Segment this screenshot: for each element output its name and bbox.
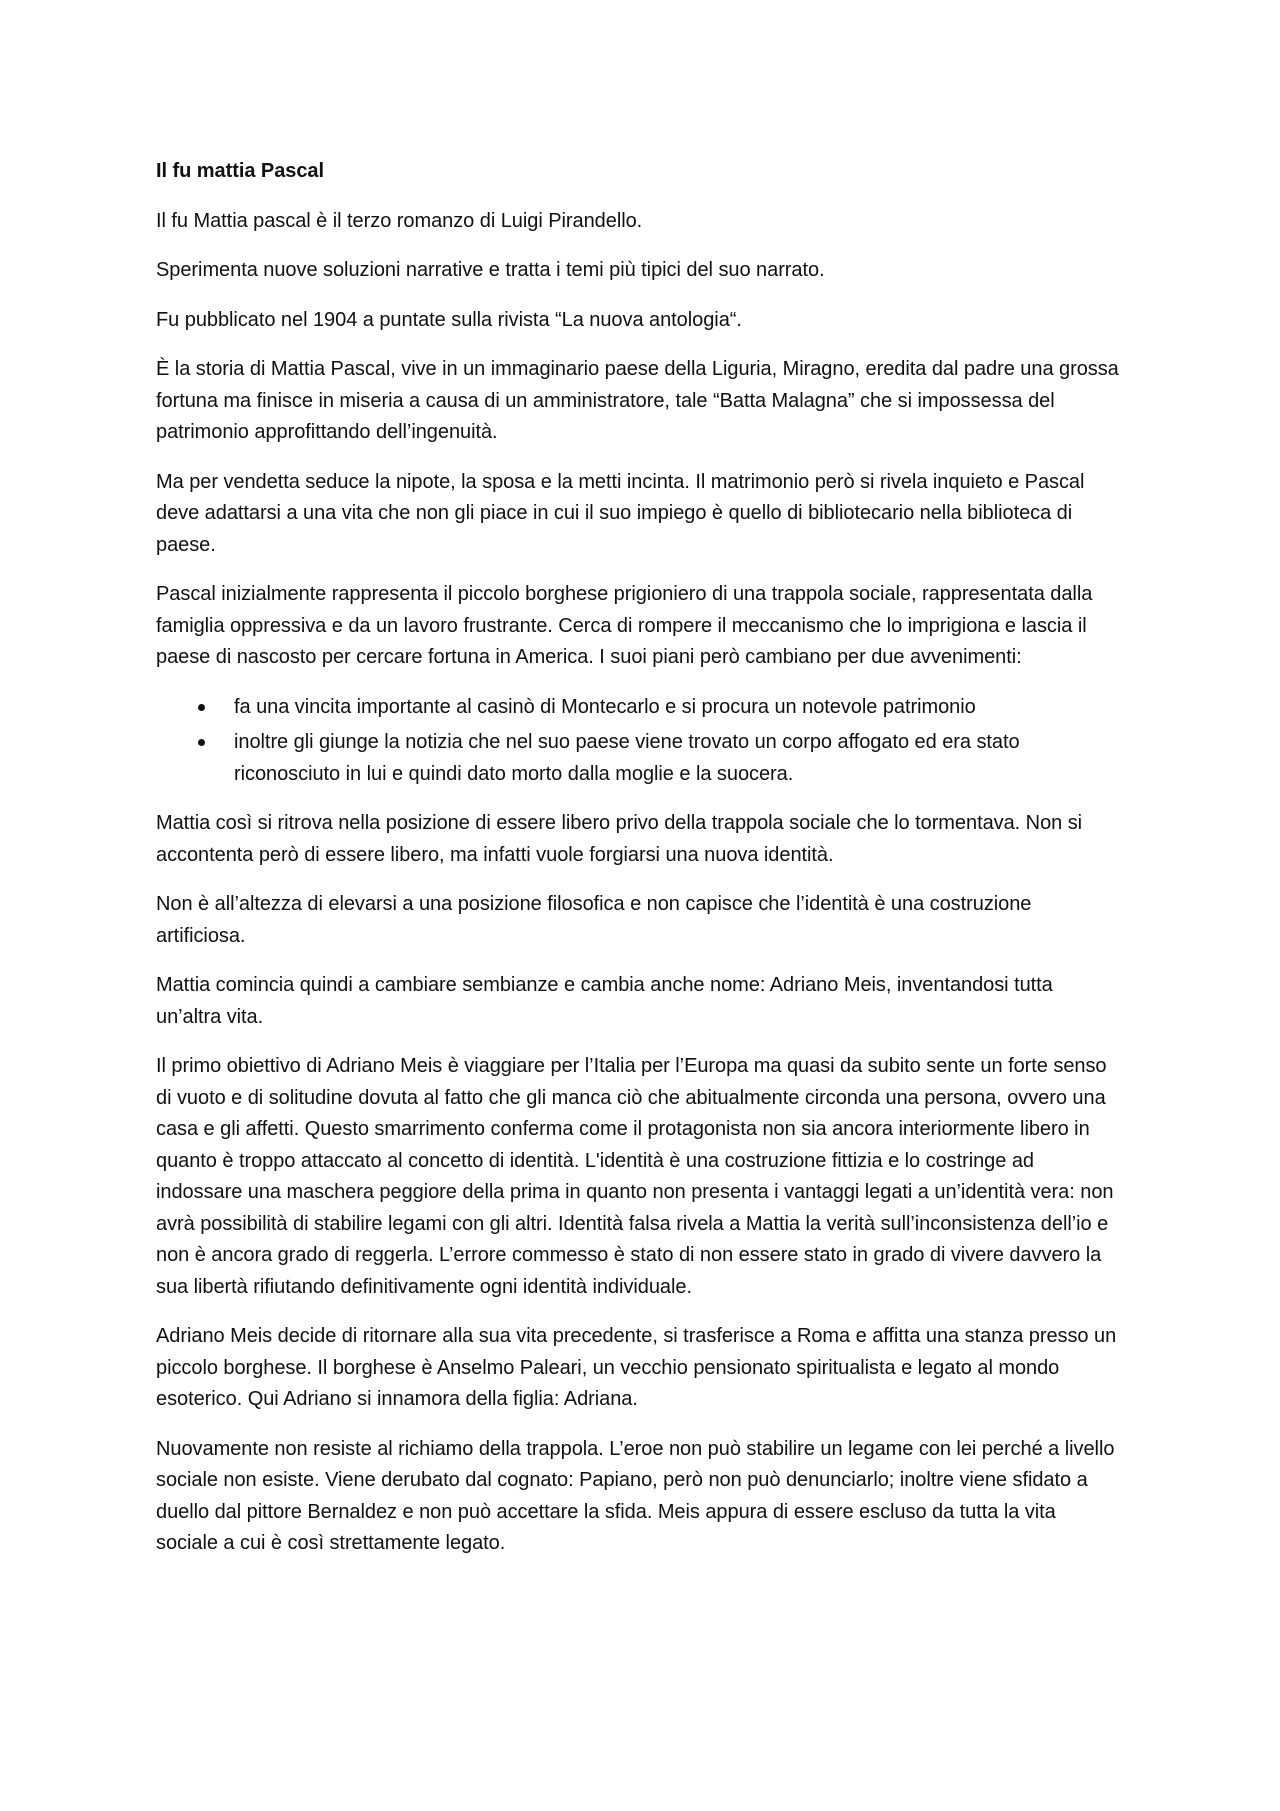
bullet-icon xyxy=(198,739,205,746)
paragraph-story: È la storia di Mattia Pascal, vive in un immaginario paese della Liguria, Miragno, eredita dal padre una grossa fortuna ma finisce in miseria a causa di un amministratore, tale “Batta Malagna” che si impossessa del patrimonio approfittando dell’ingenuità. xyxy=(156,358,1119,443)
document-title: Il fu mattia Pascal xyxy=(156,160,325,182)
paragraph-philosophy: Non è all’altezza di elevarsi a una posizione filosofica e non capisce che l’identità è una costruzione artificiosa. xyxy=(156,893,1032,947)
list-item xyxy=(156,692,1121,724)
list-item-text: fa una vincita importante al casinò di Montecarlo e si procura un notevole patrimonio xyxy=(234,695,976,718)
paragraph-narrative: Sperimenta nuove soluzioni narrative e tratta i temi più tipici del suo narrato. xyxy=(156,259,825,281)
list-item-text: inoltre gli giunge la notizia che nel suo paese viene trovato un corpo affogato ed era stato riconosciuto in lui e quindi dato morto dalla moglie e la suocera. xyxy=(234,731,1020,785)
paragraph-rome: Adriano Meis decide di ritornare alla sua vita precedente, si trasferisce a Roma e affitta una stanza presso un piccolo borghese. Il borghese è Anselmo Paleari, un vecchio pensionato spiritualista e legato al mondo esoterico. Qui Adriano si innamora della figlia: Adriana. xyxy=(156,1325,1117,1410)
list-item xyxy=(156,727,1121,790)
paragraph-exclusion: Nuovamente non resiste al richiamo della trappola. L’eroe non può stabilire un legame con lei perché a livello sociale non esiste. Viene derubato dal cognato: Papiano, però non può denunciarlo; inoltre viene sfidato a duello dal pittore Bernaldez e non può accettare la sfida. Meis appura di essere escluso da tutta la vita sociale a cui è così strettamente legato. xyxy=(156,1437,1115,1554)
document-page xyxy=(156,156,1121,1578)
paragraph-new-identity: Mattia comincia quindi a cambiare sembianze e cambia anche nome: Adriano Meis, inventandosi tutta un’altra vita. xyxy=(156,974,1053,1028)
paragraph-marriage: Ma per vendetta seduce la nipote, la sposa e la metti incinta. Il matrimonio però si rivela inquieto e Pascal deve adattarsi a una vita che non gli piace in cui il suo impiego è quello di bibliotecario nella biblioteca di paese. xyxy=(156,470,1085,556)
paragraph-freedom: Mattia così si ritrova nella posizione di essere libero privo della trappola sociale che lo tormentava. Non si accontenta però di essere libero, ma infatti vuole forgiarsi una nuova identità. xyxy=(156,812,1083,866)
bullet-icon xyxy=(198,704,205,711)
paragraph-publication: Fu pubblicato nel 1904 a puntate sulla rivista “La nuova antologia“. xyxy=(156,308,742,331)
paragraph-trap: Pascal inizialmente rappresenta il piccolo borghese prigioniero di una trappola sociale, rappresentata dalla famiglia oppressiva e da un lavoro frustrante. Cerca di rompere il meccanismo che lo imprigiona e lascia il paese di nascosto per cercare fortuna in America. I suoi piani però cambiano per due avvenimenti: xyxy=(156,583,1093,668)
paragraph-journey: Il primo obiettivo di Adriano Meis è viaggiare per l’Italia per l’Europa ma quasi da subito sente un forte senso di vuoto e di solitudine dovuta al fatto che gli manca ciò che abitualmente circonda una persona, ovvero una casa e gli affetti. Questo smarrimento conferma come il protagonista non sia ancora interiormente libero in quanto è troppo attaccato al concetto di identità. L'identità è una costruzione fittizia e lo costringe ad indossare una maschera peggiore della prima in quanto non presenta i vantaggi legati a un’identità vera: non avrà possibilità di stabilire legami con gli altri. Identità falsa rivela a Mattia la verità sull’inconsistenza dell’io e non è ancora grado di reggerla. L’errore commesso è stato di non essere stato in grado di vivere davvero la sua libertà rifiutando definitivamente ogni identità individuale. xyxy=(156,1055,1114,1298)
paragraph-intro: Il fu Mattia pascal è il terzo romanzo di Luigi Pirandello. xyxy=(156,209,643,232)
events-list xyxy=(156,692,1121,791)
